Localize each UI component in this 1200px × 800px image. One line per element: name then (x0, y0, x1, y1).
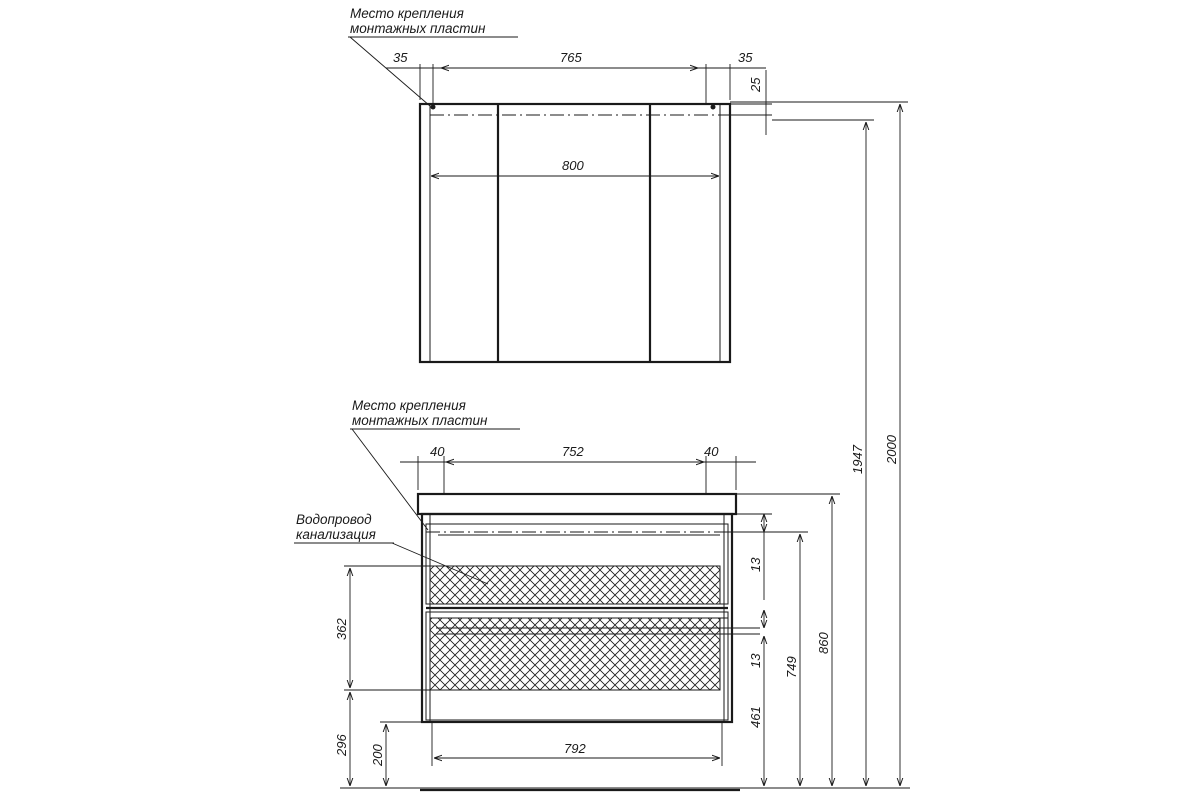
plumbing-label-2: канализация (296, 527, 376, 542)
plumbing-label-1: Водопровод (296, 512, 372, 527)
mirror-dim-width: 800 (562, 158, 584, 173)
vanity-dim-gap-upper: 13 (748, 557, 763, 572)
mirror-dim-right-offset: 35 (738, 50, 753, 65)
mirror-mount-label-2: монтажных пластин (350, 21, 486, 36)
mount-plate-right (711, 105, 716, 110)
plumbing-zone-lower (430, 618, 720, 690)
vanity-dim-total: 2000 (884, 435, 899, 464)
mount-plate-left (431, 105, 436, 110)
vanity-countertop (418, 494, 736, 514)
mirror-dim-top-offset: 25 (748, 77, 763, 92)
vanity-dim-hatch-height: 362 (334, 618, 349, 640)
vanity-dim-hatch-bottom: 296 (334, 734, 349, 756)
vanity-dim-width: 792 (564, 741, 586, 756)
mirror-mount-label-1: Место крепления (350, 6, 464, 21)
vanity-dim-cabinet-mount: 1947 (850, 445, 865, 474)
vanity-dim-body-height: 461 (748, 706, 763, 728)
vanity-dim-left-offset: 40 (430, 444, 445, 459)
vanity-dim-floor-clearance: 200 (370, 744, 385, 766)
mirror-mount-leader (350, 37, 430, 106)
mirror-dim-left-offset: 35 (393, 50, 408, 65)
vanity-dim-top-height: 860 (816, 632, 831, 654)
plumbing-zone-upper (430, 566, 720, 604)
mirror-dim-mount-span: 765 (560, 50, 582, 65)
vanity-dim-gap-lower: 13 (748, 653, 763, 668)
vanity-dim-right-offset: 40 (704, 444, 719, 459)
vanity-dim-mount-height: 749 (784, 656, 799, 678)
vanity-unit (294, 102, 910, 790)
vanity-mount-label-1: Место крепления (352, 398, 466, 413)
vanity-dim-mount-span: 752 (562, 444, 584, 459)
vanity-mount-label-2: монтажных пластин (352, 413, 488, 428)
mirror-cabinet-outline (420, 104, 730, 362)
mirror-cabinet (348, 6, 772, 362)
